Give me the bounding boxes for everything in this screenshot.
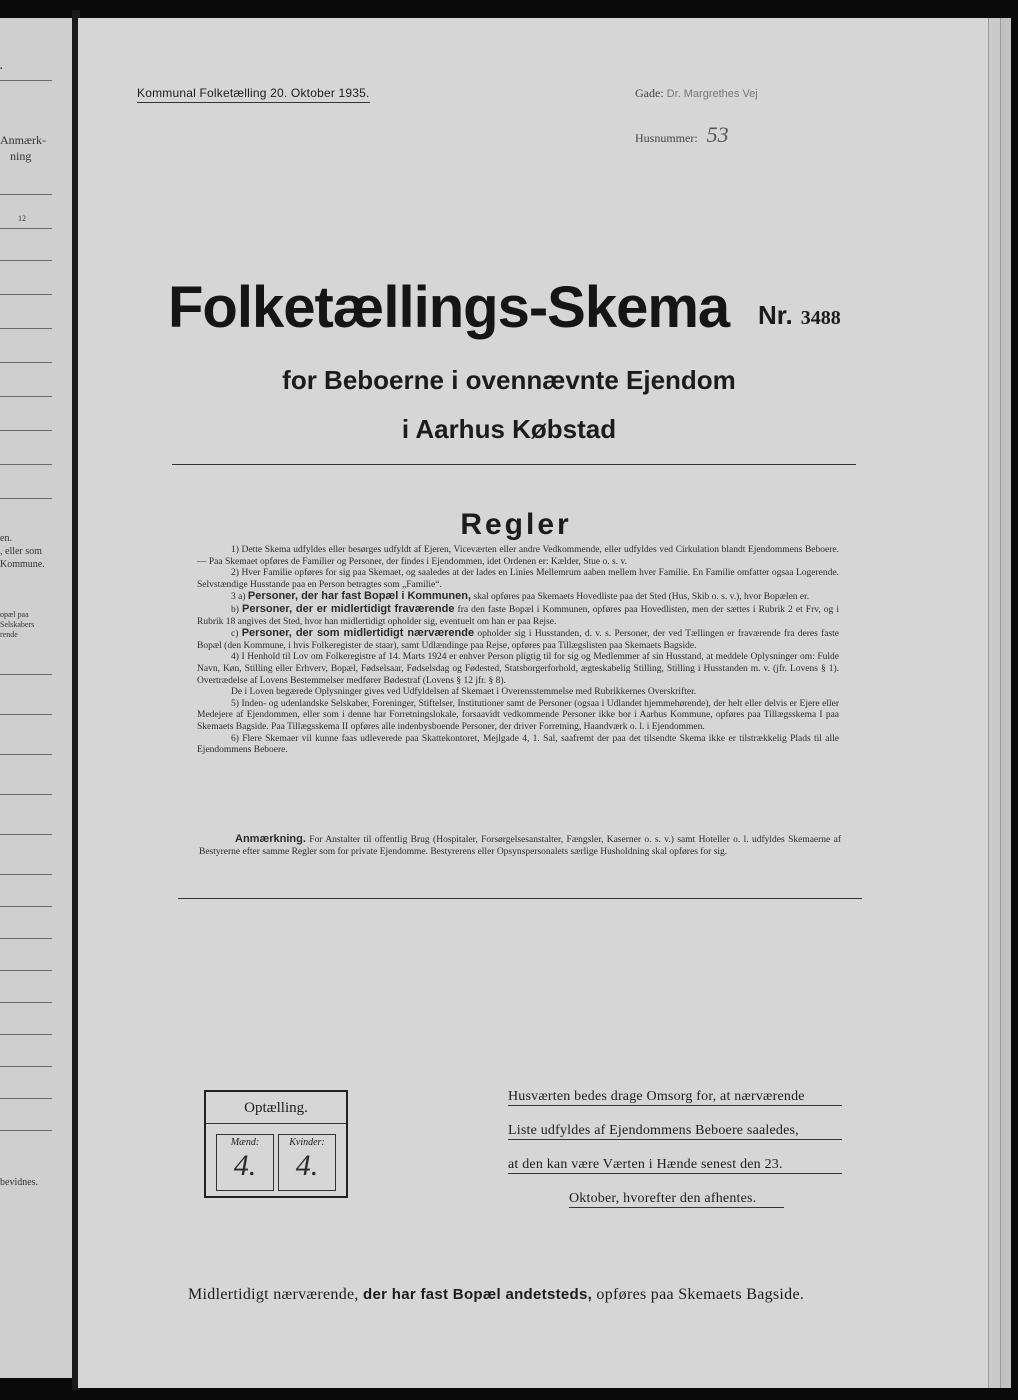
left-frag-3: Kommune.: [0, 559, 45, 570]
left-anmaerk-1: Anmærk-: [0, 133, 46, 147]
left-rule: [0, 1002, 52, 1003]
left-frag-4: opæl paa: [0, 610, 29, 619]
left-frag-2: , eller som: [0, 546, 42, 557]
left-frag-7: bevidnes.: [0, 1177, 39, 1188]
left-rule: [0, 794, 52, 795]
remark: [199, 833, 841, 858]
men-label: Mænd:: [230, 1137, 260, 1148]
rule-3c-num: c): [231, 629, 239, 640]
rules-text: [197, 545, 839, 757]
divider: [178, 898, 862, 899]
form-number-value: 3488: [800, 307, 841, 329]
form-subtitle-1: for Beboerne i ovennævnte Ejendom: [282, 365, 736, 395]
left-rule: [0, 80, 52, 81]
rule-5: 5) Inden- og udenlandske Selskaber, Foreninger, Stiftelser, Institutioner samt de Personer (ogsaa i Udlandet hjemmehørende), der helt eller delvis er Ejere eller Medejere af Ejendommen, eller som i denne har Forretningslokale, forsaavidt vedkommende Personer ikke bor i Aarhus Kommune, opføres paa Tillægsskema I paa Skemaets Bagside. Paa Tillægsskema II opføres alle indenbysboende Personer, der driver Forretning, Haandværk o. l. i Ejendommen.: [197, 698, 839, 732]
remark-text: For Anstalter til offentlig Brug (Hospitaler, Forsørgelsesanstalter, Fængsler, Kaserner o. s. v.) samt Hoteller o. l. udfyldes Skemaerne af Bestyrerne efter samme Regler som for private Ejendomme. Bestyrerens eller Opsynspersonalets særlige Husholdning skal opføres for sig.: [199, 835, 842, 857]
left-frag-5: Selskabers: [0, 620, 35, 629]
street-field: [635, 86, 758, 101]
rule-3a-num: 3 a): [231, 592, 246, 603]
rule-3a-lead: Personer, der har fast Bopæl i Kommunen,: [247, 590, 471, 603]
rule-6: 6) Flere Skemaer vil kunne faas udleverede paa Skattekontoret, Mejlgade 4, 1. Sal, saafremt der paa det tilsendte Skema ikke er tilstrækkelig Plads til alle Ejendommens Beboere.: [197, 733, 839, 756]
left-anmaerk-2: ning: [10, 149, 32, 163]
women-label: Kvinder:: [289, 1137, 325, 1148]
left-rule: [0, 328, 52, 329]
left-rule: [0, 874, 52, 875]
footer-part-1: Midlertidigt nærværende,: [188, 1286, 359, 1303]
left-rule: [0, 714, 52, 715]
left-rule: [0, 498, 52, 499]
notice-line-2: Liste udfyldes af Ejendommens Beboere saaledes,: [508, 1123, 842, 1140]
rule-4: 4) I Henhold til Lov om Folkeregistre af 14. Marts 1924 er enhver Person pligtig til for sig og Medlemmer af sin Husstand, at meddele Oplysninger om: Fulde Navn, Køn, Stilling eller Erhverv, Bopæl, Fødselsaar, Fødselsdag og Fødested, Statsborgerforhold, ægteskabelig Stilling, Stilling i Husstanden m. v. (jfr. Lovens § 1). Overtrædelse af Lovens Bestemmelser medfører Bødestraf (Lovens § 12 jfr. § 8).: [197, 652, 839, 686]
rule-3b-num: b): [231, 604, 239, 615]
left-rule: [0, 228, 52, 229]
house-number-field: [635, 122, 729, 148]
form-number: [758, 300, 841, 331]
rule-1: 1) Dette Skema udfyldes eller besørges udfyldt af Ejeren, Viceværten eller andre Vedkommende, eller udfyldes ved Cirkulation blandt Ejendommens Beboere. — Paa Skemaet opføres de Familier og Personer, der findes i Ejendommen, idet Ordenen er: Kælder, Stue o. s. v.: [197, 545, 839, 567]
house-number-label: Husnummer:: [635, 131, 698, 145]
rule-3c-text: opholder sig i Husstanden, d. v. s. Personer, der ved Tællingen er fraværende fra deres faste Bopæl (den Kommune, i hvis Folkeregister de staar), samt Udlændinge paa Rejse, opføres paa Tillægslisten paa Skemaets Bagside.: [197, 629, 840, 651]
count-title: Optælling.: [206, 1100, 346, 1124]
rule-3a-text: skal opføres paa Skemaets Hovedliste paa det Sted (Hus, Skib o. s. v.), hvor Bopælen er.: [473, 592, 810, 603]
men-count-cell: [216, 1134, 274, 1191]
left-rule: [0, 1034, 52, 1035]
footer-part-2: der har fast Bopæl andetsteds,: [363, 1286, 593, 1303]
notice-line-4: Oktober, hvorefter den afhentes.: [569, 1191, 784, 1208]
rule-3c-lead: Personer, der som midlertidigt nærværende: [241, 627, 475, 640]
rule-4b: De i Loven begærede Oplysninger gives ved Udfyldelsen af Skemaet i Overensstemmelse med Rubrikkernes Overskrifter.: [231, 687, 697, 698]
left-rule: [0, 294, 52, 295]
left-rule: [0, 906, 52, 907]
left-rule: [0, 260, 52, 261]
left-rule: [0, 194, 52, 195]
left-col-no: 12: [18, 214, 26, 223]
left-frag-6: rende: [0, 630, 18, 639]
footer-note: [188, 1286, 804, 1304]
left-rule: [0, 938, 52, 939]
rule-3b-text: fra den faste Bopæl i Kommunen, opføres paa Hovedlisten, men der sættes i Rubrik 2 et Frv, og i Rubrik 18 angives det Sted, hvor han midlertidigt opholder sig, eventuelt om han er paa Rejse.: [197, 604, 840, 627]
form-subtitle-2: i Aarhus Købstad: [401, 414, 617, 444]
women-count-cell: [278, 1134, 336, 1191]
left-rule: [0, 1066, 52, 1067]
notice-line-1: Husværten bedes drage Omsorg for, at nærværende: [508, 1089, 842, 1106]
count-box: [204, 1090, 348, 1198]
left-rule: [0, 1130, 52, 1131]
divider: [172, 464, 856, 465]
left-rule: [0, 754, 52, 755]
left-dot: .: [0, 61, 3, 72]
left-page-fragment: [0, 18, 72, 1378]
rule-3b-lead: Personer, der er midlertidigt fraværende: [242, 602, 455, 615]
form-number-label: Nr.: [758, 300, 793, 330]
census-header: Kommunal Folketælling 20. Oktober 1935.: [137, 86, 370, 103]
left-rule: [0, 834, 52, 835]
house-number-value: 53: [706, 122, 729, 147]
rules-heading: Regler: [460, 508, 572, 541]
street-label: Gade:: [635, 86, 664, 100]
left-rule: [0, 362, 52, 363]
left-rule: [0, 970, 52, 971]
form-title: Folketællings-Skema: [168, 275, 730, 340]
left-frag-1: en.: [0, 533, 12, 544]
notice-line-3: at den kan være Værten i Hænde senest den 23.: [508, 1157, 842, 1174]
left-rule: [0, 396, 52, 397]
left-rule: [0, 1098, 52, 1099]
street-value: Dr. Margrethes Vej: [666, 88, 758, 100]
rule-3c: [197, 628, 839, 652]
women-value: 4.: [295, 1149, 319, 1182]
footer-part-3: opføres paa Skemaets Bagside.: [596, 1286, 805, 1303]
men-value: 4.: [233, 1149, 257, 1182]
remark-lead: Anmærkning.: [235, 833, 306, 845]
rule-3b: [197, 604, 839, 628]
left-rule: [0, 674, 52, 675]
page-edge: [1000, 18, 1011, 1388]
rule-2: 2) Hver Familie opføres for sig paa Skemaet, og saaledes at der lades en Linies Mellemrum aaben mellem hver Familie. En Familie omfatter ogsaa Logerende. Selvstændige Husstande paa en Person betragtes som „Familie“.: [197, 568, 839, 590]
left-rule: [0, 464, 52, 465]
